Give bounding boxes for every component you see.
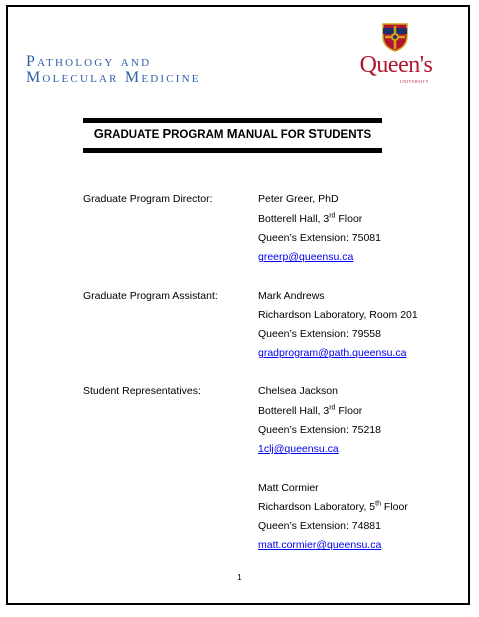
- title-rule-bottom: [83, 148, 382, 153]
- department-line-1: Pathology and: [26, 53, 152, 70]
- director-email-link[interactable]: greerp@queensu.ca: [258, 251, 354, 263]
- rep1-name: Chelsea Jackson: [258, 385, 338, 397]
- crest-icon: [381, 22, 409, 52]
- rep2-address-floor: Floor: [380, 501, 408, 513]
- rep1-email-link[interactable]: 1clj@queensu.ca: [258, 443, 339, 455]
- title-initial-g: G: [93, 126, 104, 141]
- assistant-name: Mark Andrews: [258, 290, 325, 302]
- rep1-extension: Queen’s Extension: 75218: [258, 424, 381, 436]
- title-rule-top: [83, 118, 382, 123]
- queens-logo: [348, 22, 444, 82]
- rep1-address: [258, 405, 362, 417]
- director-address-floor: Floor: [335, 213, 363, 225]
- document-title: [83, 126, 382, 141]
- assistant-address: Richardson Laboratory, Room 201: [258, 309, 418, 321]
- assistant-label: Graduate Program Assistant:: [83, 290, 218, 302]
- assistant-email-link[interactable]: gradprogram@path.queensu.ca: [258, 347, 407, 359]
- students-label: Student Representatives:: [83, 385, 201, 397]
- rep2-extension: Queen’s Extension: 74881: [258, 520, 381, 532]
- rep2-email-link[interactable]: matt.cormier@queensu.ca: [258, 539, 382, 551]
- rep2-address-main: Richardson Laboratory, 5: [258, 501, 376, 513]
- title-initial-m: M: [226, 126, 238, 141]
- title-part-2: ROGRAM: [171, 129, 227, 141]
- director-label: Graduate Program Director:: [83, 193, 213, 205]
- assistant-extension: Queen’s Extension: 79558: [258, 328, 381, 340]
- title-part-3: ANUAL FOR: [237, 129, 309, 141]
- department-logo: [26, 54, 201, 86]
- rep2-address: [258, 501, 408, 513]
- title-part-1: RADUATE: [103, 129, 163, 141]
- department-line-2: Molecular Medicine: [26, 69, 201, 86]
- rep2-name: Matt Cormier: [258, 482, 319, 494]
- rep1-address-main: Botterell Hall, 3: [258, 405, 330, 417]
- university-subtitle: UNIVERSITY: [400, 79, 429, 84]
- rep2-address-sup: th: [375, 500, 381, 508]
- director-address-main: Botterell Hall, 3: [258, 213, 330, 225]
- queens-wordmark: Queen's: [359, 52, 433, 78]
- rep1-address-sup: rd: [329, 404, 336, 412]
- title-initial-p: P: [162, 126, 172, 141]
- director-address-sup: rd: [329, 212, 336, 220]
- page-border: [6, 5, 470, 605]
- title-initial-s: S: [308, 126, 317, 141]
- director-name: Peter Greer, PhD: [258, 193, 339, 205]
- director-extension: Queen’s Extension: 75081: [258, 232, 381, 244]
- rep1-address-floor: Floor: [335, 405, 363, 417]
- title-part-4: TUDENTS: [316, 129, 372, 141]
- director-address: [258, 213, 362, 225]
- page-number: 1: [237, 573, 242, 582]
